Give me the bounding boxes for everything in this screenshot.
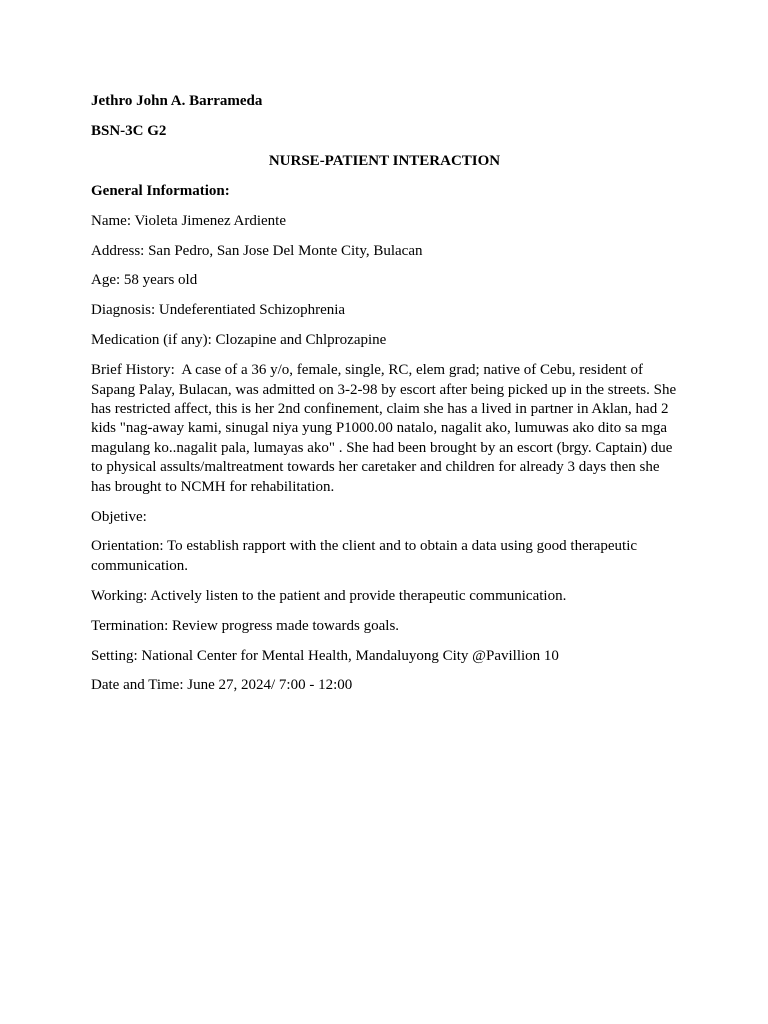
patient-address: Address: San Pedro, San Jose Del Monte City, Bulacan (91, 242, 423, 259)
setting: Setting: National Center for Mental Health, Mandaluyong City @Pavillion 10 (91, 647, 559, 664)
document-title: NURSE-PATIENT INTERACTION (268, 152, 501, 169)
objective-orientation: Orientation: To establish rapport with the client and to obtain a data using good therapeutic communication. (91, 538, 638, 574)
objective-termination: Termination: Review progress made towards goals. (91, 617, 400, 634)
date-time: Date and Time: June 27, 2024/ 7:00 - 12:00 (91, 677, 353, 694)
patient-name: Name: Violeta Jimenez Ardiente (91, 212, 287, 229)
objective-heading: Objetive: (91, 508, 147, 525)
patient-medication: Medication (if any): Clozapine and Chlprozapine (91, 332, 387, 349)
patient-age: Age: 58 years old (91, 272, 198, 289)
author-section: BSN-3C G2 (91, 122, 167, 139)
patient-diagnosis: Diagnosis: Undeferentiated Schizophrenia (91, 302, 346, 319)
author-name: Jethro John A. Barrameda (91, 93, 263, 109)
general-information-heading: General Information: (91, 182, 230, 199)
document-body (91, 92, 681, 706)
objective-working: Working: Actively listen to the patient and provide therapeutic communication. (91, 587, 567, 604)
brief-history: Brief History: A case of a 36 y/o, female, single, RC, elem grad; native of Cebu, resident of Sapang Palay, Bulacan, was admitted on 3-2-98 by escort after being picked up in the streets. She has restricted affect, this is her 2nd confinement, claim she has a lived in partner in Aklan, had 2 kids "nag-away kami, sinugal niya yung P1000.00 natalo, nagalit ako, lumuwas ako dito sa mga magulang ko..nagalit pala, lumayas ako" . She had been brought by an escort (brgy. Captain) due to physical assults/maltreatment towards her caretaker and children for already 3 days then she has brought to NCMH for rehabilitation. (91, 362, 680, 495)
